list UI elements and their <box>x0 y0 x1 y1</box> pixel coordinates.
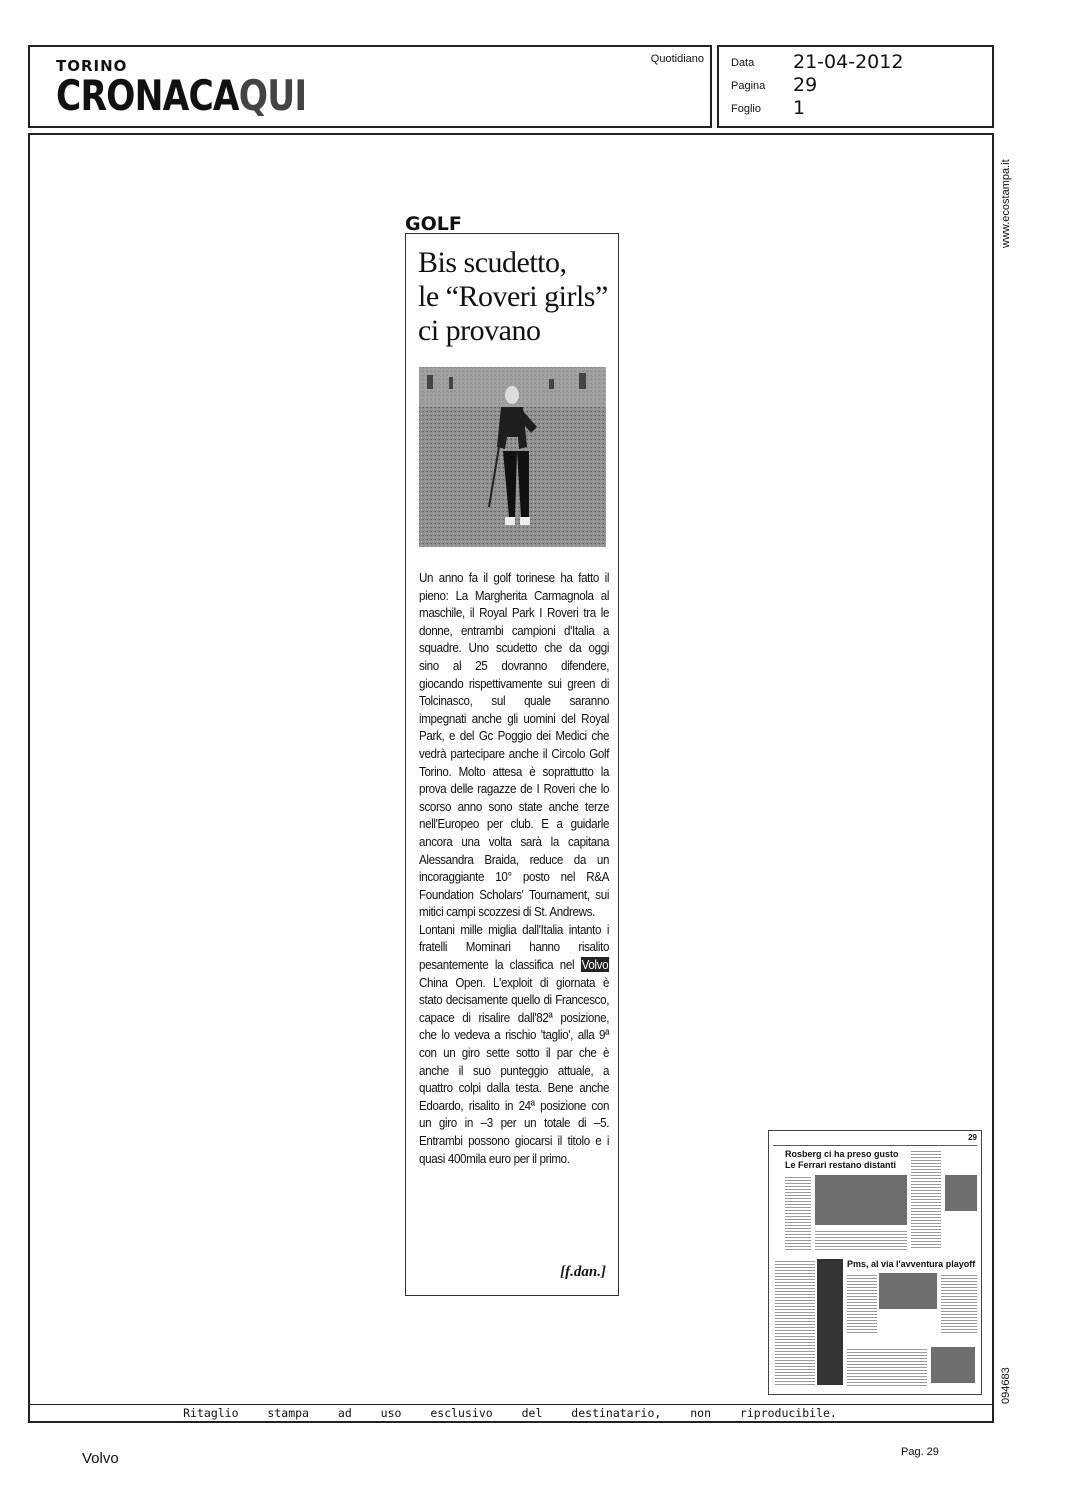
article-box <box>405 233 619 1296</box>
paragraph-2-end: China Open. L'exploit di giornata è stato decisamente quello di Francesco, capace di risalire dall'82ª posizione, che lo vedeva a rischio 'taglio', alla 9ª con un giro sette sotto il par che è anche il suo punteggio attuale, a quattro colpi dalla testa. Bene anche Edoardo, risalito in 24ª posizione con un giro in –3 per un totale di –5. Entrambi possono giocarsi il titolo e i quasi 400mila euro per il primo. <box>419 974 610 1166</box>
logo-accent: QUI <box>238 71 307 120</box>
thumbnail-image <box>817 1259 843 1385</box>
sheet-value: 1 <box>793 97 806 119</box>
thumbnail-text-column <box>847 1273 877 1335</box>
masthead-box <box>28 45 712 128</box>
thumbnail-headline-1 <box>785 1149 899 1171</box>
masthead-logo <box>56 73 306 119</box>
page-footer: Pag. 29 <box>901 1446 939 1458</box>
headline-line-1: Bis scudetto, <box>418 246 567 279</box>
metadata-box <box>717 45 994 128</box>
clip-code: 094683 <box>1000 1367 1012 1404</box>
thumbnail-text-column <box>941 1273 977 1335</box>
footer-divider <box>28 1404 994 1405</box>
thumbnail-headline-1-line-2: Le Ferrari restano distanti <box>785 1160 897 1170</box>
section-label: GOLF <box>405 213 462 235</box>
thumbnail-image <box>931 1347 975 1383</box>
thumbnail-text-column <box>847 1347 927 1387</box>
thumbnail-image <box>879 1273 937 1309</box>
thumbnail-image <box>945 1175 977 1211</box>
page-value: 29 <box>793 74 818 96</box>
page-label: Pagina <box>731 80 766 92</box>
article-paragraph-2 <box>419 921 609 1167</box>
date-value: 21-04-2012 <box>793 51 904 73</box>
headline-line-3: ci provano <box>418 314 541 347</box>
thumbnail-text-column <box>785 1175 811 1251</box>
thumbnail-page-number: 29 <box>968 1133 977 1142</box>
page-thumbnail <box>768 1130 982 1395</box>
logo-main: CRONACA <box>56 71 239 120</box>
thumbnail-text-column <box>911 1149 941 1249</box>
publication-type: Quotidiano <box>650 53 704 65</box>
paragraph-2-start: Lontani mille miglia dall'Italia intanto i fratelli Mominari hanno risalito pesantemente la classifica nel <box>419 921 610 973</box>
byline: [f.dan.] <box>560 1264 606 1280</box>
date-label: Data <box>731 57 755 69</box>
sheet-label: Foglio <box>731 103 761 115</box>
headline-line-2: le “Roveri girls” <box>418 280 608 313</box>
keyword-highlight: Volvo <box>581 957 609 973</box>
thumbnail-header <box>773 1135 977 1146</box>
thumbnail-text-column <box>775 1259 815 1385</box>
disclaimer: Ritaglio stampa ad uso esclusivo del destinatario, non riproducibile. <box>183 1406 837 1420</box>
keyword-label: Volvo <box>82 1450 119 1467</box>
headline <box>418 246 614 348</box>
article-body <box>419 569 609 1167</box>
golfer-photo <box>419 367 606 547</box>
thumbnail-headline-2: Pms, al via l'avventura playoff <box>847 1259 976 1269</box>
masthead-city: TORINO <box>56 57 128 75</box>
thumbnail-image <box>815 1175 907 1225</box>
thumbnail-headline-1-line-1: Rosberg ci ha preso gusto <box>785 1149 899 1159</box>
thumbnail-text-column <box>815 1229 907 1251</box>
website-label: www.ecostampa.it <box>1000 159 1012 248</box>
article-paragraph-1: Un anno fa il golf torinese ha fatto il pieno: La Margherita Carmagnola al maschile, il Royal Park I Roveri tra le donne, entrambi campioni d'Italia a squadre. Uno scudetto che da oggi sino al 25 dovranno difendere, giocando rispettivamente sui green di Tolcinasco, sul quale saranno impegnati anche gli uomini del Royal Park, e del Gc Poggio dei Medici che vedrà partecipare anche il Circolo Golf Torino. Molto attesa è soprattutto la prova delle ragazze de I Roveri che lo scorso anno sono state anche terze nell'Europeo per club. E a guidarle ancora una volta sarà la capitana Alessandra Braida, reduce da un incoraggiante 10° posto nel R&A Foundation Scholars' Tournament, sui mitici campi scozzesi di St. Andrews. <box>419 570 610 920</box>
